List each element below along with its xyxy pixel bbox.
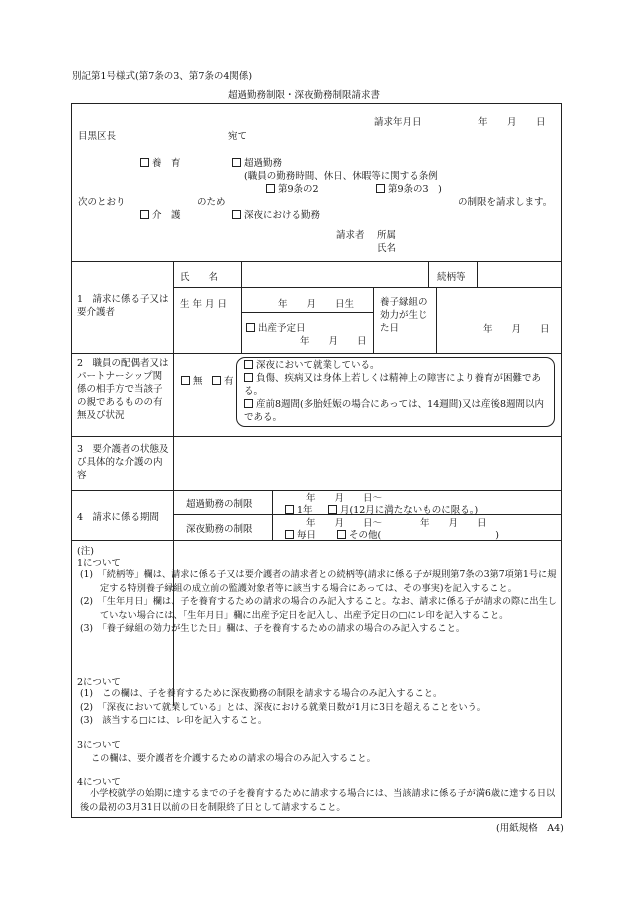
section1-label: 1 請求に係る子又は要介護者	[77, 294, 169, 318]
due-date-ymd[interactable]: 年 月 日	[300, 336, 367, 347]
night-limit-label: 深夜勤務の制限	[186, 524, 253, 535]
overtime-limit-label: 超過勤務の制限	[186, 499, 253, 510]
purpose-childcare-option[interactable]: 養 育	[140, 155, 181, 169]
status-illness-checkbox[interactable]	[244, 373, 253, 382]
purpose-care-option[interactable]: 介 護	[140, 207, 181, 221]
article-9-2-option[interactable]: 第9条の2	[266, 181, 319, 195]
article-9-3-option[interactable]: 第9条の3 )	[376, 181, 442, 195]
addressee: 目黒区長	[78, 131, 117, 142]
overtime-months-checkbox[interactable]	[328, 505, 337, 514]
note1-title: 1について	[77, 558, 121, 569]
birth-date[interactable]: 年 月 日生	[278, 299, 355, 310]
overtime-checkbox[interactable]	[232, 158, 241, 167]
adoption-label: 養子縁組の効力が生じた日	[380, 297, 428, 334]
overtime-option[interactable]: 超過勤務	[232, 155, 282, 169]
overtime-start-date[interactable]: 年 月 日〜	[306, 493, 383, 504]
as-follows-text: 次のとおり	[78, 197, 126, 208]
note4-title: 4について	[77, 777, 121, 788]
status-maternity-option[interactable]: 産前8週間(多胎妊娠の場合にあっては、14週間)又は産後8週間以内である。	[244, 399, 544, 423]
other-option[interactable]: その他( )	[337, 527, 499, 541]
due-date-option[interactable]: 出産予定日	[246, 320, 306, 334]
note3-body: この欄は、要介護者を介護するための請求の場合のみ記入すること。	[91, 753, 376, 764]
note1-item2: (2) 「生年月日」欄は、子を養育するための請求の場合のみ記入すること。なお、請求に係る子が請求の際に出生していない場合には、「生年月日」欄に出産予定日を記入し、出産予定日の□にレ印を記入すること。	[80, 596, 557, 621]
note3-title: 3について	[77, 740, 121, 751]
note2-item3: (3) 該当する□には、レ印を記入すること。	[80, 715, 268, 726]
child-name-label: 氏 名	[180, 272, 219, 283]
article-9-3-checkbox[interactable]	[376, 184, 385, 193]
note2-item1: (1) この欄は、子を養育するために深夜勤務の制限を請求する場合のみ記入すること。	[80, 688, 443, 699]
night-work-option[interactable]: 深夜における勤務	[232, 207, 320, 221]
for-the-text: のため	[197, 197, 226, 208]
article-9-2-checkbox[interactable]	[266, 184, 275, 193]
request-date-label: 請求年月日	[374, 117, 422, 128]
other-checkbox[interactable]	[337, 530, 346, 539]
section3-label: 3 要介護者の状態及び具体的な介護の内容	[77, 444, 169, 481]
status-options	[244, 359, 550, 424]
every-day-option[interactable]: 毎日	[285, 527, 316, 541]
honorific: 宛て	[228, 131, 248, 142]
childcare-checkbox[interactable]	[140, 158, 149, 167]
care-details-field[interactable]	[174, 437, 559, 489]
spouse-exists-option[interactable]: 有	[212, 373, 234, 387]
night-start-date[interactable]: 年 月 日〜	[306, 518, 383, 529]
note2-body	[80, 687, 558, 728]
request-year[interactable]: 年	[478, 117, 488, 128]
status-illness-option[interactable]: 負傷、疾病又は身体上若しくは精神上の障害により養育が困難である。	[244, 373, 542, 397]
affiliation-label[interactable]: 所属	[377, 230, 397, 241]
note4-body: 小学校就学の始期に達するまでの子を養育するために請求する場合には、当該請求に係る子が満6歳に達する日以後の最初の3月31日以前の日を制限終了日として請求すること。	[80, 788, 556, 813]
form-title: 超過勤務制限・深夜勤務制限請求書	[228, 90, 381, 101]
birth-label: 生 年 月 日	[180, 299, 228, 310]
overtime-one-year-option[interactable]: 1年	[285, 502, 313, 516]
request-month[interactable]: 月	[507, 117, 517, 128]
name-label[interactable]: 氏名	[377, 243, 397, 254]
due-date-checkbox[interactable]	[246, 323, 255, 332]
overtime-months-option[interactable]: 月(12月に満たないものに限る。)	[328, 502, 478, 516]
note2-item2: (2) 「深夜において就業している」とは、深夜における就業日数が1月に3日を超えることをいう。	[80, 701, 486, 713]
night-end-date[interactable]: 年 月 日	[420, 518, 487, 529]
overtime-one-year-checkbox[interactable]	[285, 505, 294, 514]
note1-item1: (1) 「続柄等」欄は、請求に係る子又は要介護者の請求者との続柄等(請求に係る子が規則第7条の3第7項第1号に規定する特別養子縁組の成立前の監護対象者等に該当する場合にあっては、その事実)を記入すること。	[80, 569, 557, 594]
spouse-exists-checkbox[interactable]	[212, 376, 221, 385]
request-limit-text: の制限を請求します。	[458, 197, 553, 208]
paper-size: (用紙規格 A4)	[496, 823, 564, 834]
form-number: 別記第1号様式(第7条の3、第7条の4関係)	[72, 71, 253, 82]
care-checkbox[interactable]	[140, 210, 149, 219]
every-day-checkbox[interactable]	[285, 530, 294, 539]
relation-label: 続柄等	[437, 272, 466, 283]
status-night-work-checkbox[interactable]	[244, 360, 253, 369]
note1-body	[80, 568, 558, 636]
note2-title: 2について	[77, 677, 121, 688]
adoption-date[interactable]: 年 月 日	[483, 324, 550, 335]
status-night-work-option[interactable]: 深夜において就業している。	[244, 359, 550, 372]
notes-heading: (注)	[77, 546, 94, 557]
overtime-note: (職員の勤務時間、休日、休暇等に関する条例	[244, 171, 438, 182]
section2-label: 2 職員の配偶者又はパートナーシップ関係の相手方で当該子の親であるものの有無及び状況	[77, 358, 169, 421]
section4-label: 4 請求に係る期間	[77, 512, 160, 523]
night-work-checkbox[interactable]	[232, 210, 241, 219]
status-maternity-checkbox[interactable]	[244, 399, 253, 408]
spouse-none-checkbox[interactable]	[181, 376, 190, 385]
requester-label: 請求者	[336, 230, 365, 241]
spouse-none-option[interactable]: 無	[181, 373, 203, 387]
note1-item3: (3) 「養子縁組の効力が生じた日」欄は、子を養育するための請求の場合のみ記入すること。	[80, 623, 466, 634]
request-day[interactable]: 日	[536, 117, 546, 128]
